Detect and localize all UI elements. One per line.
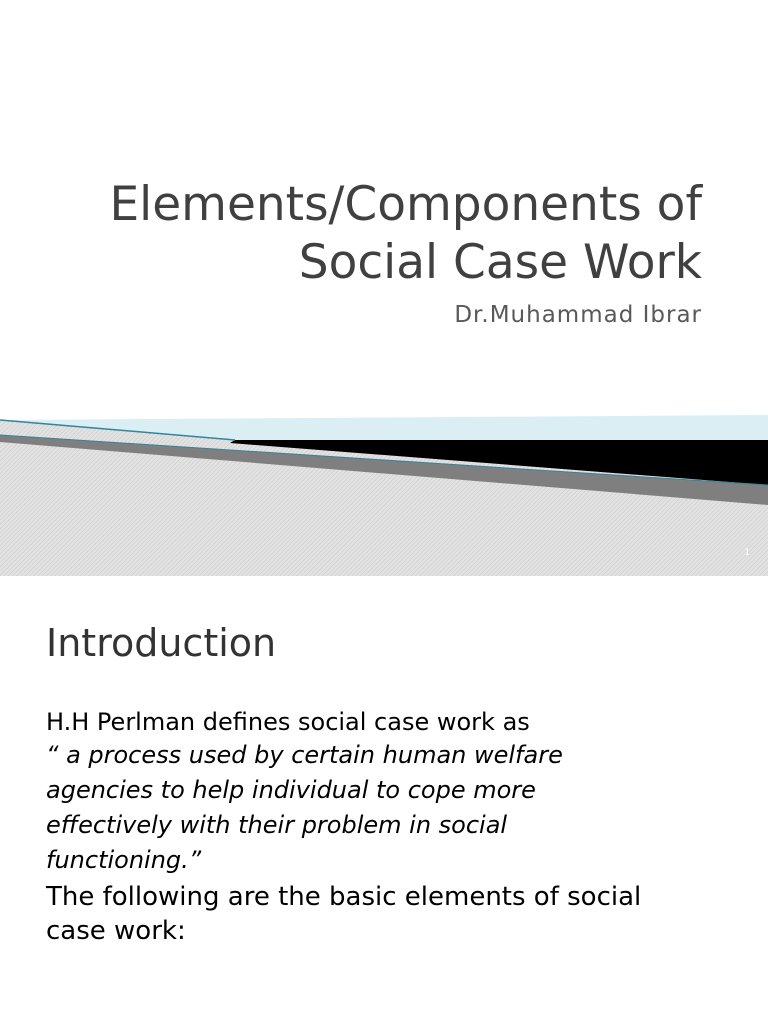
slide-title-line-1: Elements/Components of bbox=[109, 177, 702, 232]
title-block bbox=[22, 176, 702, 330]
lead-in-line: case work: bbox=[46, 916, 186, 946]
quote-line: effectively with their problem in social bbox=[46, 811, 508, 839]
slide-subtitle: Dr.Muhammad Ibrar bbox=[454, 302, 702, 328]
quote-line: agencies to help individual to cope more bbox=[46, 776, 536, 804]
introduction-heading: Introduction bbox=[46, 621, 277, 665]
introduction-body bbox=[46, 706, 726, 948]
quote-line: “ a process used by certain human welfare bbox=[46, 741, 563, 769]
perlman-quote bbox=[46, 738, 726, 878]
decorative-bands bbox=[0, 380, 768, 576]
elements-lead-in bbox=[46, 880, 726, 948]
lead-in-line: The following are the basic elements of social bbox=[46, 882, 642, 912]
definition-intro: H.H Perlman defines social case work as bbox=[46, 708, 530, 736]
slide-title-line-2: Social Case Work bbox=[298, 235, 702, 290]
slide-number: 1 bbox=[744, 548, 750, 558]
slide-title bbox=[22, 176, 702, 292]
quote-line: functioning.” bbox=[46, 846, 202, 874]
introduction-slide bbox=[0, 576, 768, 1024]
